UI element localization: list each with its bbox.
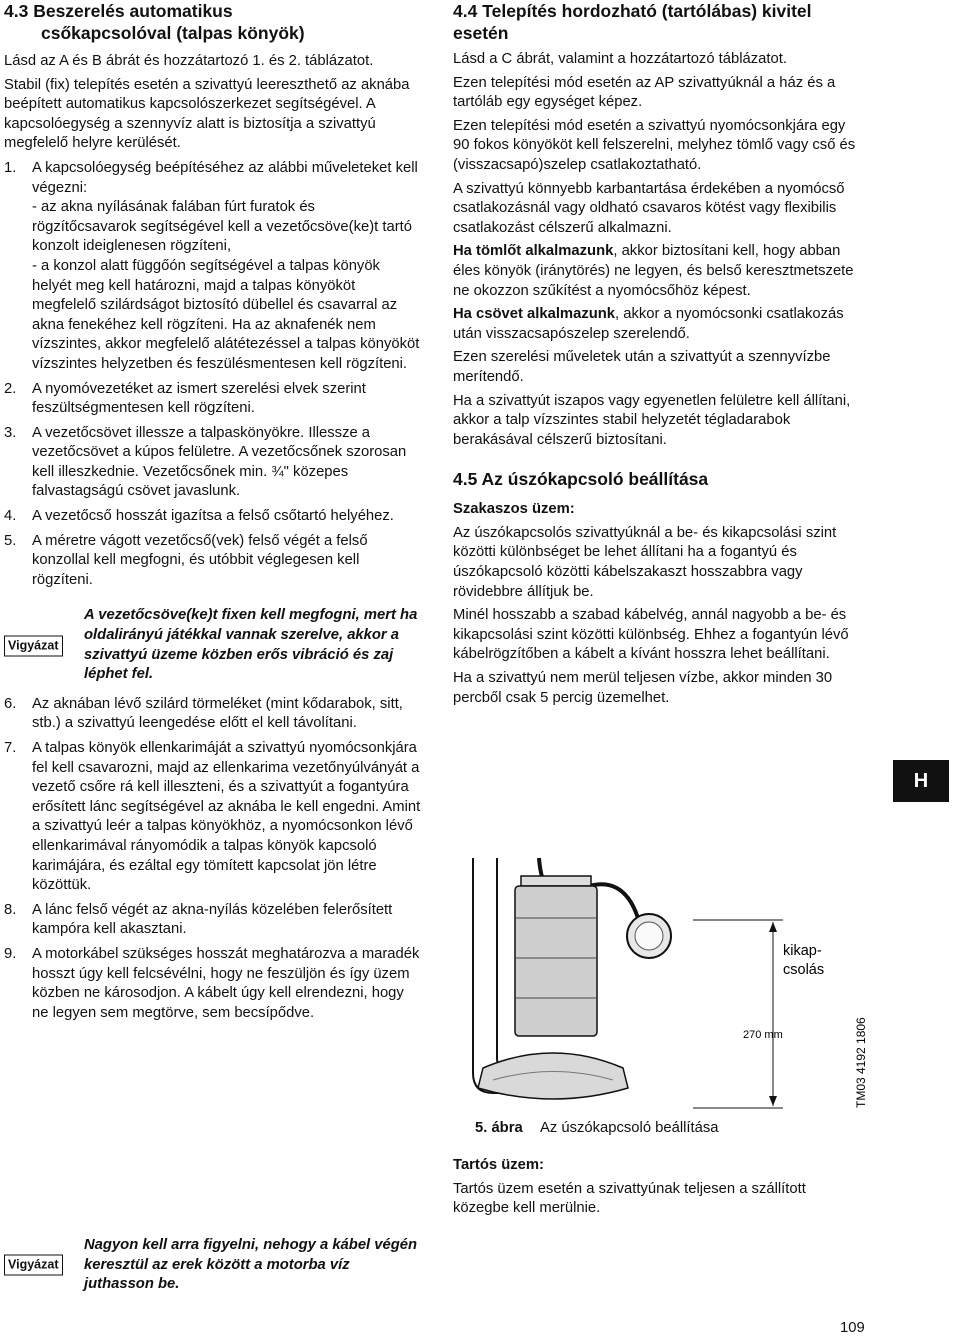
step-number: 4.	[4, 508, 17, 525]
warning-text: A vezetőcsöve(ke)t fixen kell megfogni, mert ha oldalirányú játékkal vannak szerelve, akkor a szivattyú üzeme közben erős vibráció és zaj léphet fel.	[84, 607, 418, 683]
section-heading-4-5	[453, 468, 863, 490]
caption-text: Az úszókapcsoló beállítása	[540, 1120, 719, 1136]
step-item	[4, 945, 422, 1023]
caption-label: 5. ábra	[475, 1120, 523, 1136]
paragraph: Ha a szivattyú nem merül teljesen vízbe, akkor minden 30 percből csak 5 percig üzemelhet.	[453, 670, 833, 706]
keyword: Ha tömlőt alkalmazunk	[453, 243, 614, 260]
step-item	[4, 507, 422, 527]
language-tab: H	[893, 760, 949, 802]
section-heading-4-3	[4, 0, 422, 44]
warning-badge: Vigyázat	[4, 1255, 63, 1276]
step-item	[4, 159, 422, 375]
heading-number: 4.4	[453, 1, 478, 21]
figure-label-1: kikap-	[783, 943, 822, 959]
paragraph: Minél hosszabb a szabad kábelvég, annál nagyobb a be- és kikapcsolási szint közötti különbség. Ehhez a fogantyún lévő kábelrögzítőben a kábelt a kívánt hosszra lehet beállítani.	[453, 607, 849, 663]
step-text: A talpas könyök ellenkarimáját a szivattyú nyomócsonkjára fel kell csavarozni, majd az ellenkarima vezetőnyúlványát a vezető csőre rá kell illeszteni, és a szivattyút a fogantyúra erősített lánc segítségével az aknába le kell engedni. Amint a szivattyú leér a talpas könyökhöz, a nyomócsonkon lévő ellenkarimával rányomódik a talpas könyök kapcsoló karimájára, és ezáltal egy tömített kapcsolat jön létre közöttük.	[32, 740, 421, 894]
step-number: 6.	[4, 695, 17, 712]
figure-label-2: csolás	[783, 962, 825, 978]
subheading: Tartós üzem:	[453, 1157, 544, 1173]
step-number: 5.	[4, 532, 17, 549]
warning-box-1	[4, 606, 422, 684]
paragraph: Az úszókapcsolós szivattyúknál a be- és kikapcsolási szint közötti különbséget be lehet állítani ha a fogantyú és úszókapcsoló közötti kábelszakaszt hosszabbra vagy rövidebbre állítjuk be.	[453, 524, 837, 600]
paragraph: Ezen telepítési mód esetén az AP szivattyúknál a ház és a tartóláb egy egységet képez.	[453, 74, 836, 111]
step-text: A vezetőcső hosszát igazítsa a felső csőtartó helyéhez.	[32, 508, 394, 525]
paragraph: Ezen telepítési mód esetén a szivattyú nyomócsonkjára egy 90 fokos könyököt kell felszerelni, melyhez tömlő vagy cső és (visszacsapó)szelep csatlakoztatható.	[453, 117, 856, 173]
step-text: A kapcsolóegység beépítéséhez az alábbi műveleteket kell végezni: - az akna nyílásának falában fúrt furatok és rögzítőcsavarok segítségével kell a vezetőcsöve(ke)t tartó konzolt ideiglenesen rögzíteni, - a konzol alatt függőón segítségével a talpas könyök helyét meg kell határozni, majd a talpas könyököt megfelelő szilárdságot biztosító dübellel és csavarral az akna fenekéhez kell rögzíteni. Ha az aknafenék nem vízszintes, akkor megfelelő alátétezéssel a talpas könyököt vízszintes helyzetben és feszülésmentesen kell rögzíteni.	[32, 159, 420, 372]
step-number: 8.	[4, 901, 17, 918]
paragraph: Ha a szivattyút iszapos vagy egyenetlen felületre kell állítani, akkor a talp vízszintes stabil helyzetét tégladarabok berakásával célszerű biztosítani.	[453, 392, 851, 448]
paragraph: Lásd az A és B ábrát és hozzátartozó 1. és 2. táblázatot.	[4, 53, 374, 69]
step-text: Az aknában lévő szilárd törmeléket (mint kődarabok, sitt, stb.) a szivattyú leengedése előtt el kell távolítani.	[32, 695, 403, 732]
page-number: 109	[840, 1320, 865, 1336]
step-item	[4, 380, 422, 419]
heading-number: 4.5	[453, 469, 478, 490]
step-text: A lánc felső végét az akna-nyílás közelében felerősített kampóra kell akasztani.	[32, 901, 393, 938]
step-item	[4, 901, 422, 940]
step-item	[4, 695, 422, 734]
step-text: A nyomóvezetéket az ismert szerelési elvek szerint feszültségmentesen kell rögzíteni.	[32, 380, 366, 417]
heading-line2: esetén	[453, 23, 509, 43]
right-column	[453, 0, 863, 708]
steps-list-a	[4, 159, 422, 590]
warning-box-2	[4, 1236, 422, 1295]
pump-float-switch-figure	[453, 818, 893, 1118]
step-text: A motorkábel szükséges hosszát meghatározva a maradék hosszt úgy kell felcsévélni, hogy ne feszüljön és így üzem közben ne károsodjon. A kábelt úgy kell elrendezni, hogy ne legyen sem megtörve, sem becsípődve.	[32, 945, 420, 1021]
text: , akkor biztosítani kell, hogy abban éles könyök (iránytörés) ne legyen, és belső keresztmetszete ne okozzon szűkítést a nyomócsőhöz képest.	[453, 243, 854, 299]
paragraph: A szivattyú könnyebb karbantartása érdekében a nyomócső csatlakozásnál vagy oldható csavaros kötést vagy flexibilis csatlakozást célszerű alkalmazni.	[453, 180, 845, 236]
paragraph: Ezen szerelési műveletek után a szivattyút a szennyvízbe merítendő.	[453, 349, 831, 385]
steps-list-b	[4, 695, 422, 1024]
step-number: 2.	[4, 380, 17, 397]
figure-code: TM03 4192 1806	[854, 1017, 868, 1108]
figure-dimension: 270 mm	[743, 1029, 783, 1041]
heading-text: Az úszókapcsoló beállítása	[481, 469, 709, 490]
step-item	[4, 532, 422, 591]
paragraph: Stabil (fix) telepítés esetén a szivattyú leereszthető az aknába beépített automatikus kapcsolószerkezet segítségével. A kapcsolóegység a szennyvíz alatt is biztosítja a szivattyú megfelelő helyre kerülését.	[4, 76, 410, 152]
step-number: 3.	[4, 424, 17, 441]
paragraph: Lásd a C ábrát, valamint a hozzátartozó táblázatot.	[453, 51, 787, 67]
heading-line2: csőkapcsolóval (talpas könyök)	[41, 23, 305, 43]
step-number: 9.	[4, 945, 17, 962]
left-column	[4, 0, 422, 1023]
heading-number: 4.3	[4, 1, 29, 21]
step-text: A méretre vágott vezetőcső(vek) felső végét a felső konzollal kell megfogni, és utóbbit véglegesen kell rögzíteni.	[32, 532, 368, 588]
step-number: 7.	[4, 740, 17, 756]
text: , akkor a nyomócsonki csatlakozás után visszacsapószelep szerelendő.	[453, 306, 844, 342]
step-text: A vezetőcsövet illessze a talpaskönyökre. Illessze a vezetőcsövet a kúpos felületre. A vezetőcsőnek szorosan kell illeszkednie. Vezetőcsőnek min. ¾" közepes falvastagságú csövet javaslunk.	[32, 424, 407, 500]
subheading: Szakaszos üzem:	[453, 501, 575, 518]
paragraph	[453, 242, 863, 301]
heading-line1: Beszerelés automatikus	[33, 1, 233, 21]
step-item	[4, 739, 422, 896]
warning-badge: Vigyázat	[4, 635, 63, 656]
paragraph	[453, 305, 863, 344]
keyword: Ha csövet alkalmazunk	[453, 306, 616, 323]
step-item	[4, 424, 422, 502]
figure-caption	[475, 1120, 719, 1136]
figure-drawing	[453, 818, 893, 1118]
warning-text: Nagyon kell arra figyelni, nehogy a kábel végén keresztül az erek között a motorba víz juthasson be.	[84, 1237, 418, 1293]
section-heading-4-4	[453, 0, 863, 44]
step-number: 1.	[4, 159, 17, 176]
heading-line1: Telepítés hordozható (tartólábas) kivitel	[482, 1, 812, 21]
paragraph: Tartós üzem esetén a szivattyúnak teljesen a szállított közegbe kell merülnie.	[453, 1180, 806, 1217]
permanent-operation-section	[453, 1156, 863, 1219]
